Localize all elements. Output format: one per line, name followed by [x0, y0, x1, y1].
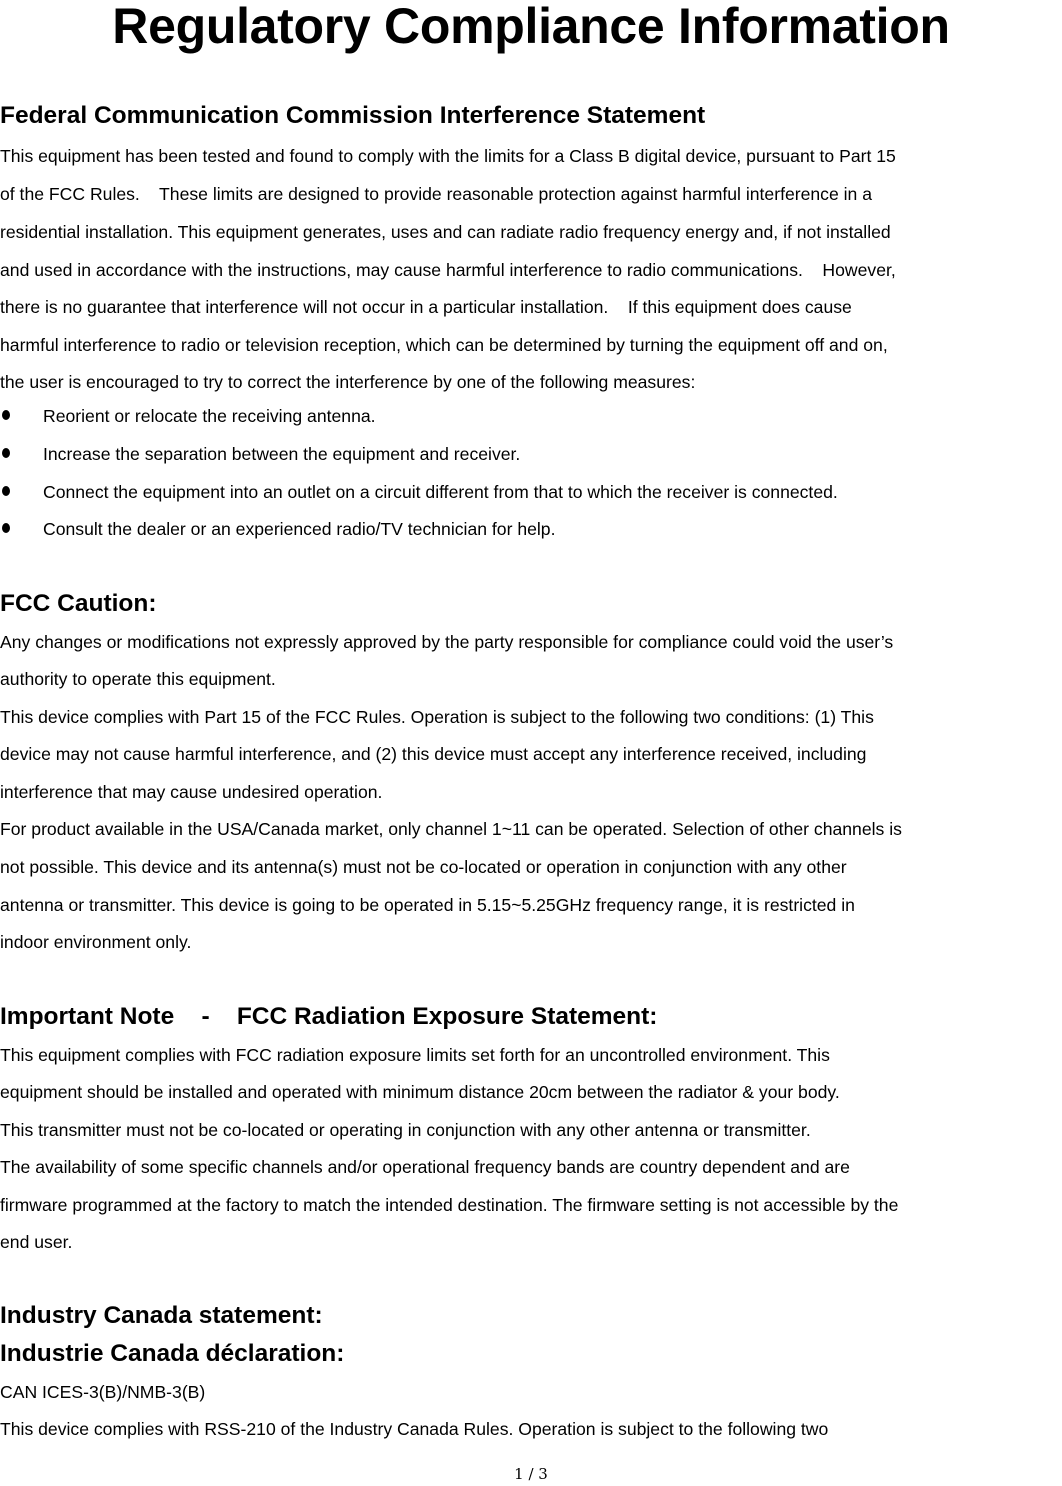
fcc-interference-line: harmful interference to radio or television reception, which can be determined by turning the equipment off and on,: [0, 335, 888, 355]
industrie-canada-heading: Industrie Canada déclaration:: [0, 1340, 345, 1367]
fcc-interference-line: the user is encouraged to try to correct the interference by one of the following measures:: [0, 372, 696, 392]
fcc-interference-line: and used in accordance with the instructions, may cause harmful interference to radio communications. However,: [0, 260, 896, 280]
page-number: 1 / 3: [514, 1465, 548, 1483]
fcc-caution-line: authority to operate this equipment.: [0, 669, 276, 689]
bullet-icon: [2, 448, 10, 458]
radiation-exposure-line: This transmitter must not be co-located or operating in conjunction with any other antenna or transmitter.: [0, 1120, 811, 1140]
fcc-interference-line: residential installation. This equipment generates, uses and can radiate radio frequency energy and, if not installed: [0, 222, 891, 242]
fcc-caution-line: Any changes or modifications not expressly approved by the party responsible for compliance could void the user’s: [0, 632, 894, 652]
fcc-interference-heading: Federal Communication Commission Interference Statement: [0, 102, 706, 129]
fcc-interference-line: there is no guarantee that interference will not occur in a particular installation. If this equipment does cause: [0, 297, 852, 317]
fcc-caution-line: indoor environment only.: [0, 932, 192, 952]
industry-canada-line: This device complies with RSS-210 of the Industry Canada Rules. Operation is subject to the following two: [0, 1419, 829, 1439]
radiation-exposure-line: This equipment complies with FCC radiation exposure limits set forth for an uncontrolled environment. This: [0, 1045, 830, 1065]
fcc-interference-line: of the FCC Rules. These limits are designed to provide reasonable protection against harmful interference in a: [0, 184, 873, 204]
bullet-icon: [2, 486, 10, 496]
radiation-exposure-line: equipment should be installed and operated with minimum distance 20cm between the radiator & your body.: [0, 1082, 840, 1102]
page-title: Regulatory Compliance Information: [112, 0, 950, 54]
fcc-caution-line: This device complies with Part 15 of the FCC Rules. Operation is subject to the following two conditions: (1) This: [0, 707, 874, 727]
fcc-caution-line: interference that may cause undesired operation.: [0, 782, 383, 802]
measure-list-item: Connect the equipment into an outlet on a circuit different from that to which the receiver is connected.: [43, 482, 838, 502]
measure-list-item: Increase the separation between the equipment and receiver.: [43, 444, 521, 464]
fcc-caution-line: not possible. This device and its antenna(s) must not be co-located or operation in conjunction with any other: [0, 857, 847, 877]
fcc-caution-line: device may not cause harmful interference, and (2) this device must accept any interference received, including: [0, 744, 867, 764]
fcc-caution-line: For product available in the USA/Canada market, only channel 1~11 can be operated. Selection of other channels is: [0, 819, 902, 839]
radiation-exposure-heading: Important Note - FCC Radiation Exposure Statement:: [0, 1003, 658, 1030]
fcc-caution-line: antenna or transmitter. This device is going to be operated in 5.15~5.25GHz frequency range, it is restricted in: [0, 895, 855, 915]
fcc-interference-line: This equipment has been tested and found to comply with the limits for a Class B digital device, pursuant to Part 15: [0, 146, 896, 166]
bullet-icon: [2, 523, 10, 533]
radiation-exposure-line: firmware programmed at the factory to match the intended destination. The firmware setting is not accessible by the: [0, 1195, 899, 1215]
fcc-caution-heading: FCC Caution:: [0, 590, 157, 617]
industry-canada-line: CAN ICES-3(B)/NMB-3(B): [0, 1382, 206, 1402]
measure-list-item: Consult the dealer or an experienced radio/TV technician for help.: [43, 519, 556, 539]
bullet-icon: [2, 410, 10, 420]
measure-list-item: Reorient or relocate the receiving antenna.: [43, 406, 376, 426]
radiation-exposure-line: The availability of some specific channels and/or operational frequency bands are country dependent and are: [0, 1157, 850, 1177]
industry-canada-heading: Industry Canada statement:: [0, 1302, 323, 1329]
radiation-exposure-line: end user.: [0, 1232, 73, 1252]
